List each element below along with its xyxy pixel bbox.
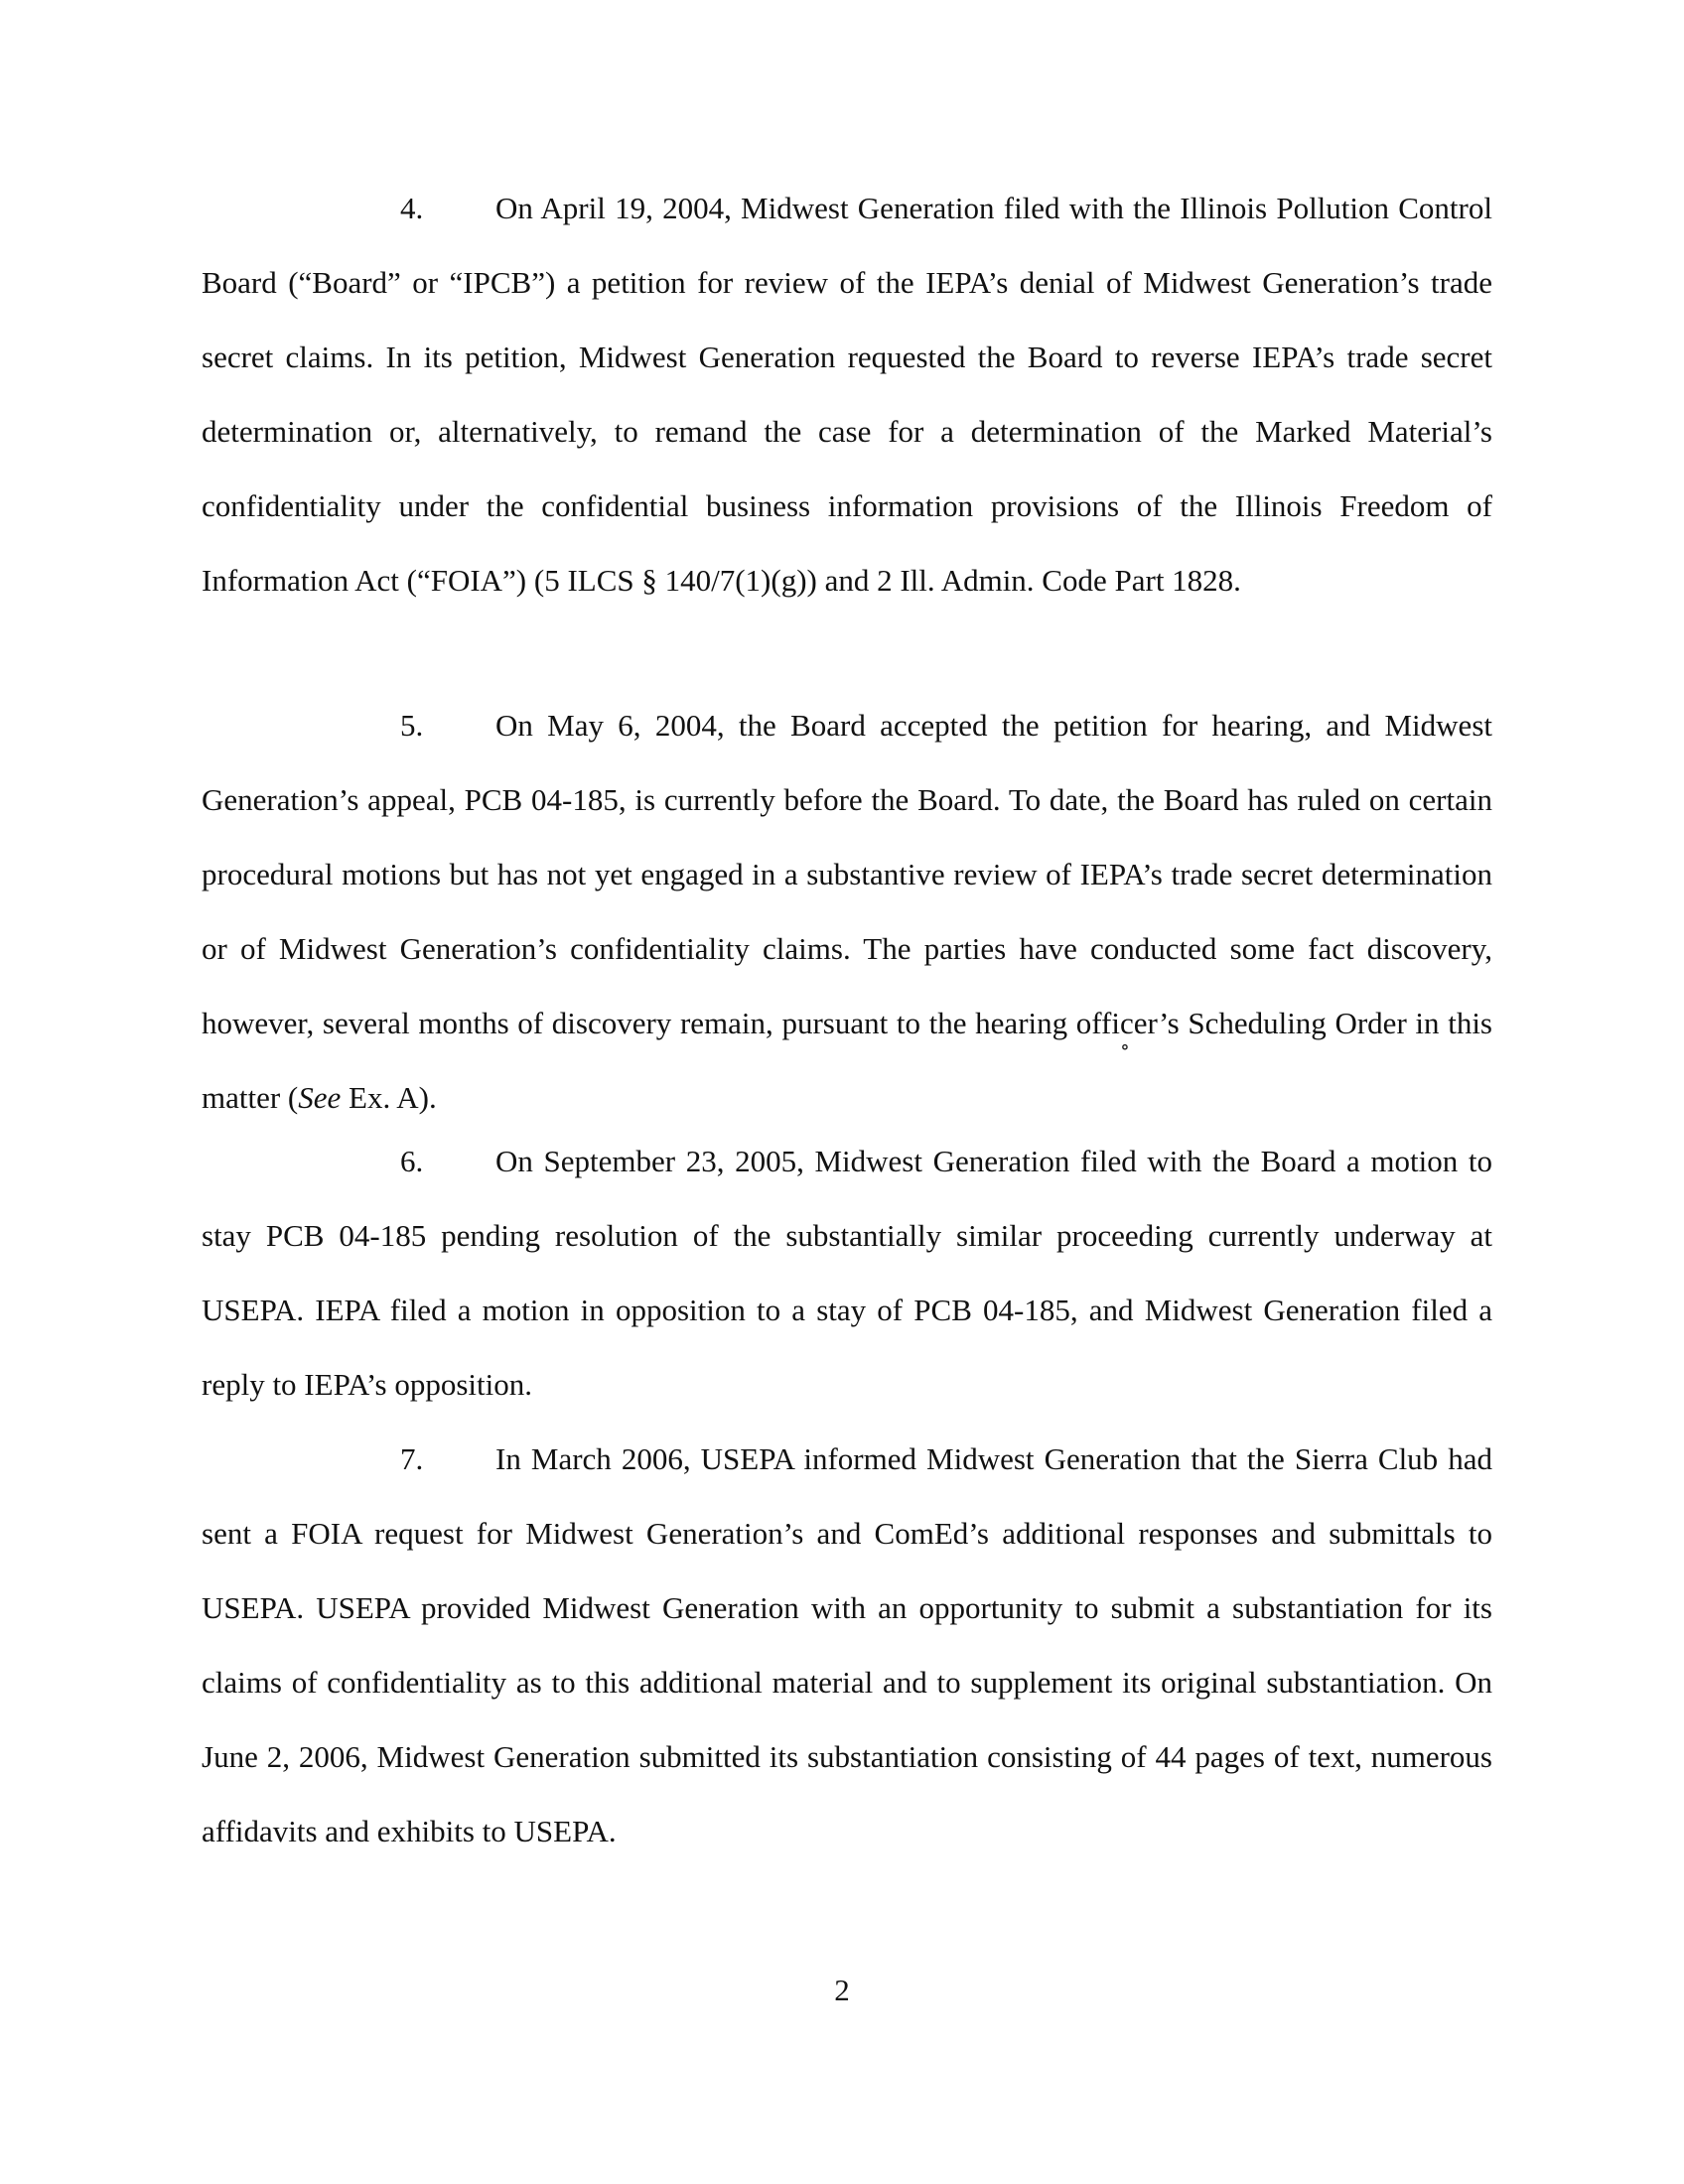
paragraph-5: [202, 688, 1492, 1135]
paragraph-number: 6.: [400, 1144, 424, 1178]
paragraph-text: On April 19, 2004, Midwest Generation filed with the Illinois Pollution Control Board (“Board” or “IPCB”) a petition for review of the IEPA’s denial of Midwest Generation’s trade secret claims. In its petition, Midwest Generation requested the Board to reverse IEPA’s trade secret determination or, alternatively, to remand the case for a determination of the Marked Material’s confidentiality under the confidential business information provisions of the Illinois Freedom of Information Act (“FOIA”) (5 ILCS § 140/7(1)(g)) and 2 Ill. Admin. Code Part 1828.: [202, 191, 1492, 598]
paragraph-text-tail: Ex. A).: [341, 1080, 437, 1115]
citation-signal: See: [298, 1080, 342, 1115]
paragraph-number: 7.: [400, 1441, 424, 1476]
paragraph-text: On September 23, 2005, Midwest Generation filed with the Board a motion to stay PCB 04-185 pending resolution of the substantially similar proceeding currently underway at USEPA. IEPA filed a motion in opposition to a stay of PCB 04-185, and Midwest Generation filed a reply to IEPA’s opposition.: [202, 1144, 1492, 1402]
scan-speck: ∘: [1120, 1036, 1130, 1058]
paragraph-text: In March 2006, USEPA informed Midwest Generation that the Sierra Club had sent a FOIA request for Midwest Generation’s and ComEd’s additional responses and submittals to USEPA. USEPA provided Midwest Generation with an opportunity to submit a substantiation for its claims of confidentiality as to this additional material and to supplement its original substantiation. On June 2, 2006, Midwest Generation submitted its substantiation consisting of 44 pages of text, numerous affidavits and exhibits to USEPA.: [202, 1441, 1492, 1848]
page-number: 2: [834, 1973, 850, 2007]
paragraph-4: [202, 171, 1492, 617]
paragraph-text: On May 6, 2004, the Board accepted the petition for hearing, and Midwest Generation’s appeal, PCB 04-185, is currently before the Board. To date, the Board has ruled on certain procedural motions but has not yet engaged in a substantive review of IEPA’s trade secret determination or of Midwest Generation’s confidentiality claims. The parties have conducted some fact discovery, however, several months of discovery remain, pursuant to the hearing officer’s Scheduling Order in this matter (: [202, 708, 1492, 1115]
paragraph-7: [202, 1422, 1492, 1868]
paragraph-number: 4.: [400, 191, 424, 225]
paragraph-6: [202, 1124, 1492, 1422]
paragraph-number: 5.: [400, 708, 424, 743]
